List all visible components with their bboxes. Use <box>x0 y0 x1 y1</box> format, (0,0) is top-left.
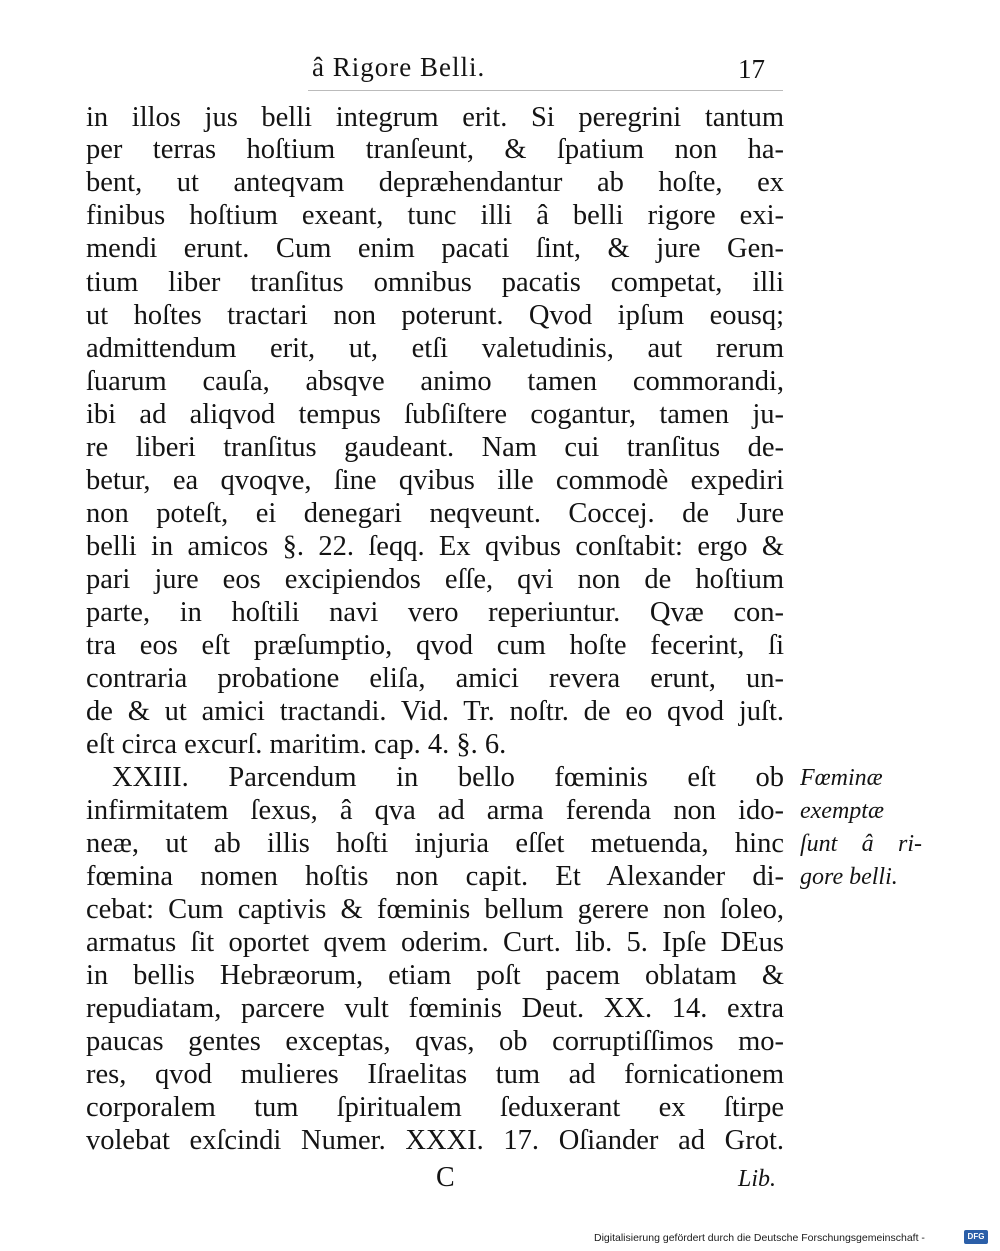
text-line: armatus ſit oportet qvem oderim. Curt. lib. 5. Ipſe DEus <box>86 927 784 958</box>
text-line: corporalem tum ſpiritualem ſeduxerant ex ſtirpe <box>86 1092 784 1123</box>
text-line: de & ut amici tractandi. Vid. Tr. noſtr. de eo qvod juſt. <box>86 696 784 727</box>
text-line: contraria probatione eliſa, amici revera erunt, un- <box>86 663 784 694</box>
text-line: admittendum erit, ut, etſi valetudinis, aut rerum <box>86 333 784 364</box>
text-line: eſt circa excurſ. maritim. cap. 4. §. 6. <box>86 729 507 760</box>
text-line: cebat: Cum captivis & fœminis bellum gerere non ſoleo, <box>86 894 784 925</box>
margin-note-line: ſunt â ri- <box>800 831 922 857</box>
text-line: volebat exſcindi Numer. XXXI. 17. Oſiander ad Grot. <box>86 1125 784 1156</box>
text-line: res, qvod mulieres Iſraelitas tum ad fornicationem <box>86 1059 784 1090</box>
running-head-title: â Rigore Belli. <box>312 52 486 82</box>
text-line: non poteſt, ei denegari neqveunt. Coccej. de Jure <box>86 498 784 529</box>
text-line: ibi ad aliqvod tempus ſubſiſtere cogantur, tamen ju- <box>86 399 784 430</box>
text-line: in bellis Hebræorum, etiam poſt pacem oblatam & <box>86 960 784 991</box>
text-line: belli in amicos §. 22. ſeqq. Ex qvibus conſtabit: ergo & <box>86 531 784 562</box>
section-heading-line: XXIII. Parcendum in bello fœminis eſt ob <box>112 762 784 793</box>
text-line: betur, ea qvoqve, ſine qvibus ille commodè expediri <box>86 465 784 496</box>
catchword: Lib. <box>738 1166 777 1192</box>
text-line: finibus hoſtium exeant, tunc illi â belli rigore exi- <box>86 200 784 231</box>
text-line: mendi erunt. Cum enim pacati ſint, & jure Gen- <box>86 233 784 264</box>
text-line: in illos jus belli integrum erit. Si peregrini tantum <box>86 102 784 133</box>
text-line: bent, ut anteqvam depræhendantur ab hoſte, ex <box>86 167 784 198</box>
text-line: fœmina nomen hoſtis non capit. Et Alexander di- <box>86 861 784 892</box>
signature-mark: C <box>436 1162 455 1193</box>
text-line: re liberi tranſitus gaudeant. Nam cui tranſitus de- <box>86 432 784 463</box>
text-line: parte, in hoſtili navi vero reperiuntur. Qvæ con- <box>86 597 784 628</box>
text-line: neæ, ut ab illis hoſti injuria eſſet metuenda, hinc <box>86 828 784 859</box>
text-line: infirmitatem ſexus, â qva ad arma ferenda non ido- <box>86 795 784 826</box>
text-line: repudiatam, parcere vult fœminis Deut. XX. 14. extra <box>86 993 784 1024</box>
text-line: tium liber tranſitus omnibus pacatis competat, illi <box>86 267 784 298</box>
digitization-credit: Digitalisierung gefördert durch die Deutsche Forschungsgemeinschaft - <box>594 1232 925 1244</box>
margin-note-line: Fœminæ <box>800 765 883 791</box>
margin-note-line: gore belli. <box>800 864 898 890</box>
page-number: 17 <box>738 54 765 84</box>
text-line: per terras hoſtium tranſeunt, & ſpatium non ha- <box>86 134 784 165</box>
margin-note-line: exemptæ <box>800 798 884 824</box>
text-line: paucas gentes exceptas, qvas, ob corruptiſſimos mo- <box>86 1026 784 1057</box>
text-line: pari jure eos excipiendos eſſe, qvi non de hoſtium <box>86 564 784 595</box>
text-line: ut hoſtes tractari non poterunt. Qvod ipſum eousq; <box>86 300 784 331</box>
header-rule <box>308 90 783 91</box>
text-line: tra eos eſt præſumptio, qvod cum hoſte fecerint, ſi <box>86 630 784 661</box>
dfg-logo-icon: DFG <box>964 1230 988 1244</box>
text-line: ſuarum cauſa, absqve animo tamen commorandi, <box>86 366 784 397</box>
